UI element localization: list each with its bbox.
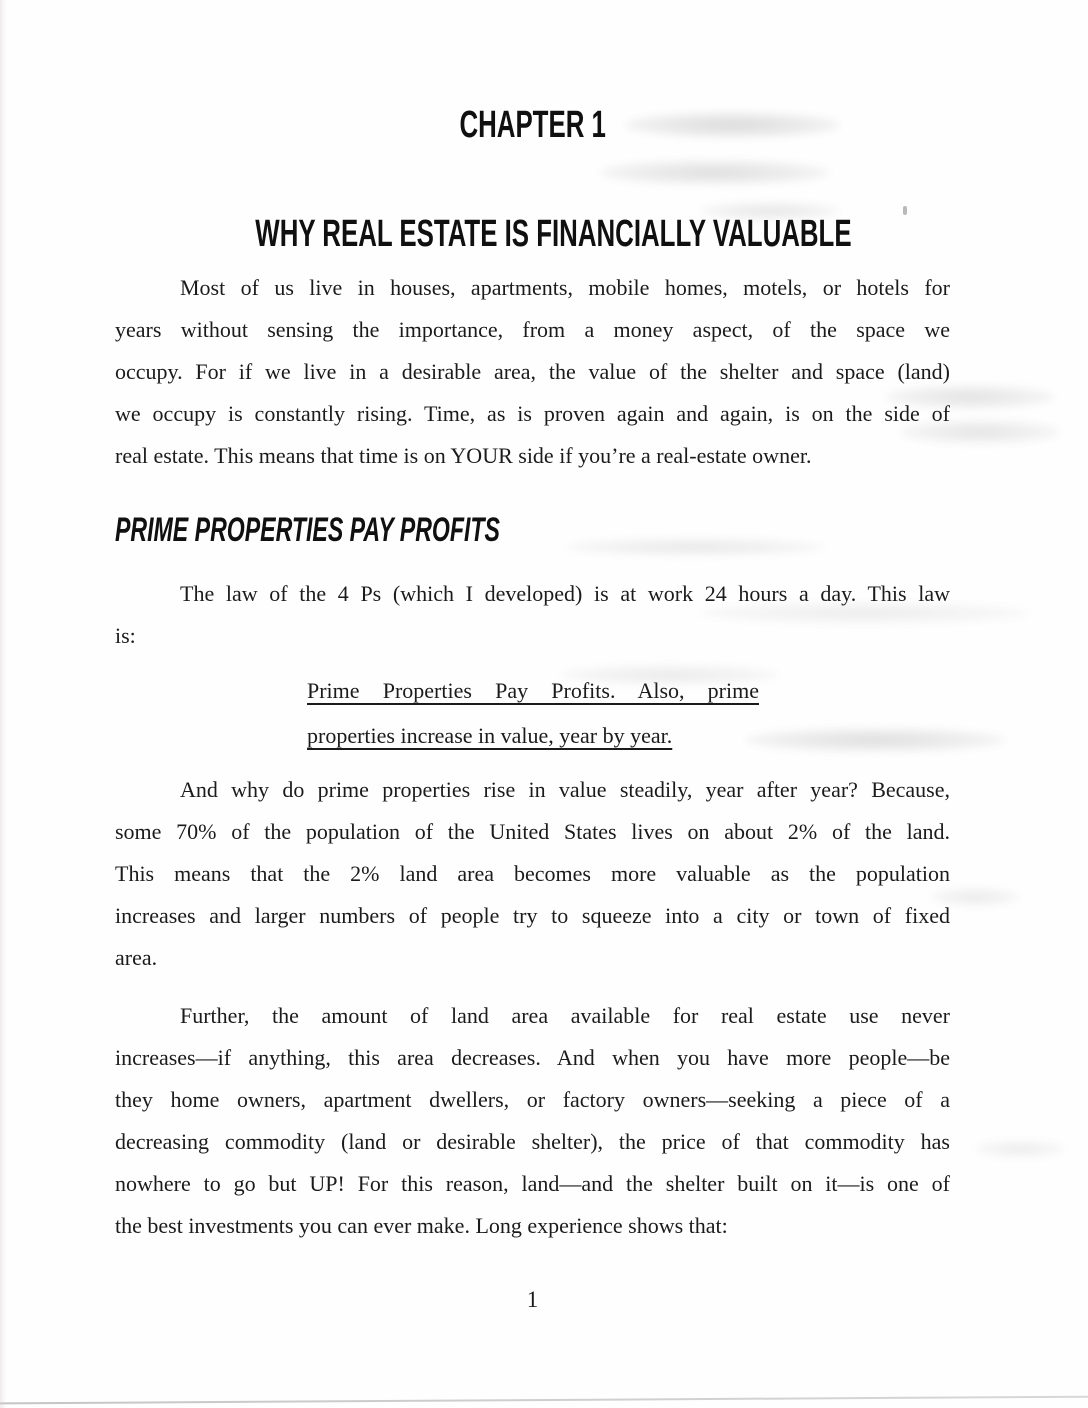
paragraph-further bbox=[115, 995, 950, 1247]
law-statement-block bbox=[307, 668, 759, 758]
page-title-text: WHY REAL ESTATE IS FINANCIALLY VALUABLE bbox=[255, 213, 852, 255]
scan-speck bbox=[903, 206, 907, 215]
text-line: years without sensing the importance, from a money aspect, of the space we bbox=[115, 317, 950, 342]
section-heading bbox=[115, 513, 681, 547]
text-line: And why do prime properties rise in value steadily, year after year? Because, bbox=[180, 777, 950, 802]
text-line: The law of the 4 Ps (which I developed) is at work 24 hours a day. This law bbox=[180, 581, 950, 606]
text-line: the best investments you can ever make. Long experience shows that: bbox=[115, 1213, 728, 1238]
text-line: occupy. For if we live in a desirable area, the value of the shelter and space (land) bbox=[115, 359, 950, 384]
section-heading-text: PRIME PROPERTIES PAY PROFITS bbox=[115, 511, 500, 549]
paragraph-law-intro bbox=[115, 573, 950, 657]
text-line: they home owners, apartment dwellers, or factory owners—seeking a piece of a bbox=[115, 1087, 950, 1112]
bleedthrough-artifact bbox=[975, 1140, 1065, 1158]
text-line: nowhere to go but UP! For this reason, land—and the shelter built on it—is one of bbox=[115, 1171, 950, 1196]
text-line: decreasing commodity (land or desirable shelter), the price of that commodity has bbox=[115, 1129, 950, 1154]
paragraph-intro bbox=[115, 267, 950, 477]
text-line: This means that the 2% land area becomes more valuable as the population bbox=[115, 861, 950, 886]
text-line: increases and larger numbers of people try to squeeze into a city or town of fixed bbox=[115, 903, 950, 928]
text-line: real estate. This means that time is on YOUR side if you’re a real-estate owner. bbox=[115, 443, 812, 468]
page-number: 1 bbox=[526, 1287, 539, 1312]
text-line: Further, the amount of land area available for real estate use never bbox=[180, 1003, 950, 1028]
underlined-text-line: Prime Properties Pay Profits. Also, prime bbox=[307, 678, 759, 703]
scan-edge-shadow bbox=[0, 0, 6, 1408]
bleedthrough-artifact bbox=[600, 160, 830, 185]
bleedthrough-artifact bbox=[745, 728, 1005, 752]
scan-edge-line bbox=[0, 1396, 1088, 1405]
chapter-heading-text: CHAPTER 1 bbox=[459, 104, 606, 146]
text-line: increases—if anything, this area decreases. And when you have more people—be bbox=[115, 1045, 950, 1070]
underlined-text-line: properties increase in value, year by year. bbox=[307, 723, 673, 748]
chapter-heading bbox=[115, 106, 950, 144]
text-line: we occupy is constantly rising. Time, as is proven again and again, is on the side of bbox=[115, 401, 950, 426]
text-line: some 70% of the population of the United States lives on about 2% of the land. bbox=[115, 819, 950, 844]
text-line: is: bbox=[115, 623, 136, 648]
paragraph-why-rise bbox=[115, 769, 950, 979]
page-title bbox=[115, 215, 950, 253]
text-line: area. bbox=[115, 945, 158, 970]
text-line: Most of us live in houses, apartments, mobile homes, motels, or hotels for bbox=[180, 275, 950, 300]
